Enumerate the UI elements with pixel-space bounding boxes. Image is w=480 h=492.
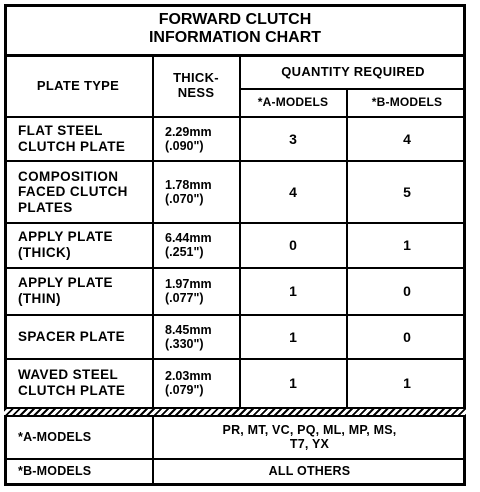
row-2-type-line-2: FACED CLUTCH <box>18 184 128 200</box>
col-divider-thickness-qty <box>239 54 241 407</box>
row-4-a-qty: 1 <box>289 282 297 299</box>
row-4-type-line-1: APPLY PLATE <box>18 275 113 291</box>
row-3-mm: 6.44mm <box>165 230 212 245</box>
header-b-models: *B-MODELS <box>371 95 443 110</box>
row-1-thickness <box>153 118 239 160</box>
forward-clutch-chart <box>4 4 466 486</box>
header-thickness-line-1: THICK- <box>173 70 219 86</box>
row-3-type-line-2: (THICK) <box>18 245 72 260</box>
footer-b-models: ALL OTHERS <box>268 464 351 479</box>
row-3-thickness <box>153 224 239 266</box>
row-5-mm: 8.45mm <box>165 322 212 337</box>
row-5-plate-type: SPACER PLATE <box>18 329 126 345</box>
footer-col-divider <box>152 417 154 486</box>
row-2-plate-type <box>4 162 152 222</box>
row-1-a-qty: 3 <box>289 130 297 147</box>
row-2-in: (.070") <box>165 192 204 206</box>
row-4-mm: 1.97mm <box>165 276 212 291</box>
col-divider-plate-thickness <box>152 54 154 407</box>
row-4-plate-type <box>4 269 152 313</box>
header-quantity-required: QUANTITY REQUIRED <box>281 63 425 79</box>
header-a-models: *A-MODELS <box>257 95 329 110</box>
header-plate-type: PLATE TYPE <box>36 77 120 93</box>
row-1-type-line-2: CLUTCH PLATE <box>18 139 126 154</box>
row-6-thickness <box>153 360 239 406</box>
footer-a-models <box>153 417 466 457</box>
row-3-b-qty: 1 <box>403 236 411 253</box>
col-divider-a-b <box>346 88 348 407</box>
row-1-plate-type <box>4 118 152 160</box>
row-6-in: (.079") <box>165 383 204 397</box>
row-5-b-qty: 0 <box>403 328 411 345</box>
row-5-a-qty: 1 <box>289 328 297 345</box>
row-6-a-qty: 1 <box>289 374 297 391</box>
row-2-mm: 1.78mm <box>165 177 212 192</box>
row-4-in: (.077") <box>165 291 204 305</box>
row-3-in: (.251") <box>165 245 204 259</box>
row-4-type-line-2: (THIN) <box>18 291 61 306</box>
row-2-a-qty: 4 <box>289 183 297 200</box>
row-5-in: (.330") <box>165 337 204 351</box>
row-2-thickness <box>153 162 239 222</box>
row-6-type-line-2: CLUTCH PLATE <box>18 383 126 398</box>
row-2-type-line-1: COMPOSITION <box>18 168 119 184</box>
row-3-plate-type <box>4 224 152 266</box>
hatched-separator <box>4 407 466 417</box>
row-3-type-line-1: APPLY PLATE <box>18 229 113 245</box>
header-thickness-line-2: NESS <box>177 85 215 100</box>
row-1-mm: 2.29mm <box>165 124 212 139</box>
footer-a-label: *A-MODELS <box>18 429 92 444</box>
row-1-type-line-1: FLAT STEEL <box>18 123 103 139</box>
row-2-type-line-3: PLATES <box>18 199 73 215</box>
chart-title <box>4 7 466 51</box>
row-4-thickness <box>153 269 239 313</box>
footer-a-models-line-2: T7, YX <box>289 437 330 451</box>
row-3-a-qty: 0 <box>289 236 297 253</box>
row-6-b-qty: 1 <box>403 374 411 391</box>
row-4-b-qty: 0 <box>403 282 411 299</box>
row-6-type-line-1: WAVED STEEL <box>18 367 119 383</box>
footer-a-models-line-1: PR, MT, VC, PQ, ML, MP, MS, <box>222 422 397 437</box>
title-line-2: INFORMATION CHART <box>148 29 322 46</box>
header-thickness <box>153 57 239 115</box>
row-6-plate-type <box>4 360 152 406</box>
row-1-in: (.090") <box>165 139 204 153</box>
row-5-thickness <box>153 316 239 358</box>
row-2-b-qty: 5 <box>403 183 411 200</box>
title-line-1: FORWARD CLUTCH <box>158 11 312 29</box>
footer-b-label: *B-MODELS <box>18 464 92 479</box>
row-1-b-qty: 4 <box>403 130 411 147</box>
row-6-mm: 2.03mm <box>165 368 212 383</box>
